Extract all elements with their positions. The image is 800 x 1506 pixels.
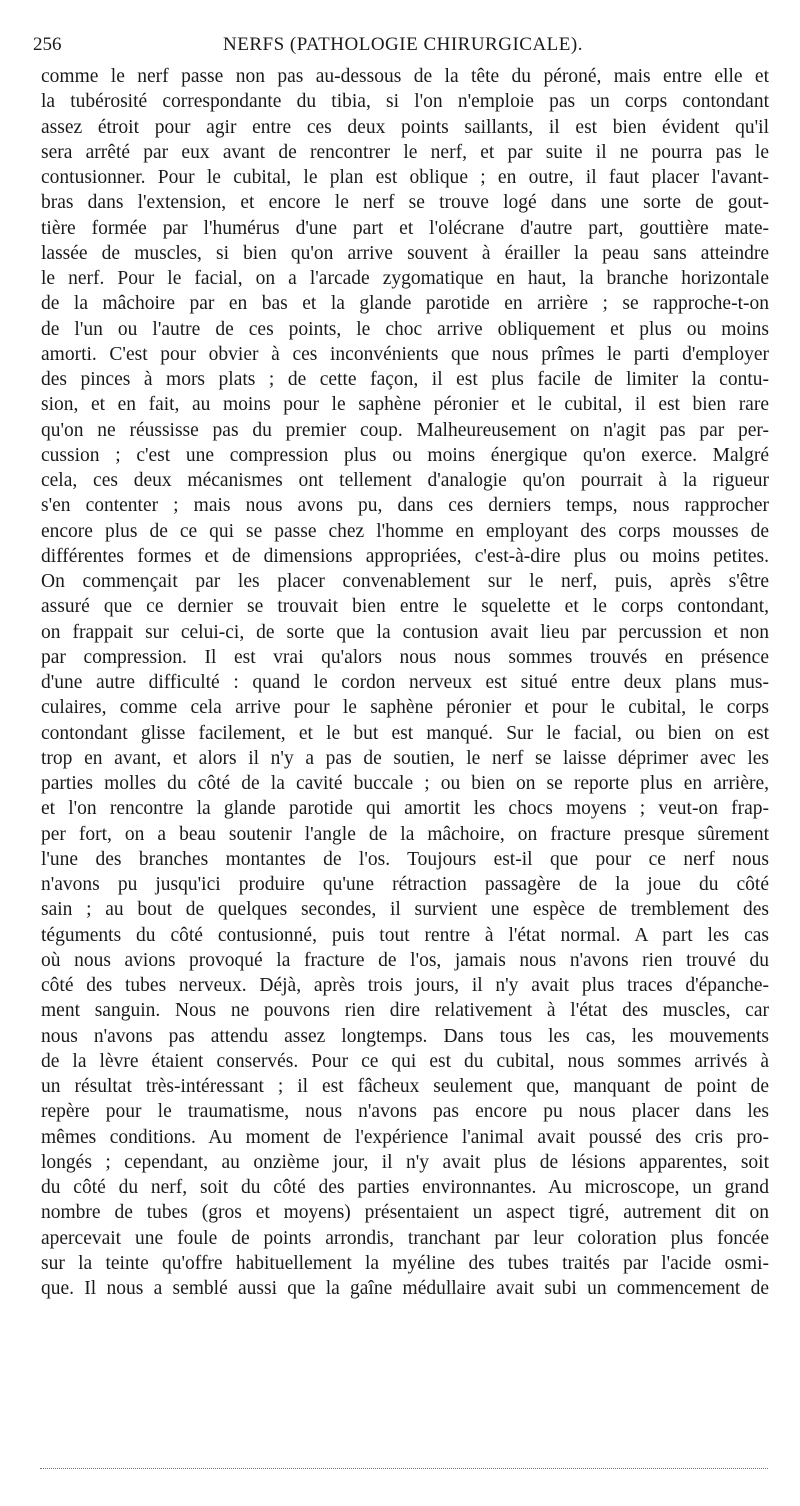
text-line: de la lèvre étaient conservés. Pour ce qui est du cubital, nous sommes arrivés à [41,1050,769,1072]
text-line: différentes formes et de dimensions appropriées, c'est-à-dire plus ou moins petites. [41,545,769,567]
text-line: culaires, comme cela arrive pour le saphène péronier et pour le cubital, le corps [41,697,769,719]
text-line: trop en avant, et alors il n'y a pas de soutien, le nerf se laisse déprimer avec les [41,747,769,769]
text-line: assuré que ce dernier se trouvait bien entre le squelette et le corps contondant, [41,596,769,618]
text-line: per fort, on a beau soutenir l'angle de la mâchoire, on fracture presque sûrement [41,823,769,845]
text-line: mêmes conditions. Au moment de l'expérience l'animal avait poussé des cris pro- [41,1126,769,1148]
running-head: NERFS (PATHOLOGIE CHIRURGICALE). [223,34,583,55]
text-line: cussion ; c'est une compression plus ou moins énergique qu'on exerce. Malgré [41,444,769,466]
text-line: assez étroit pour agir entre ces deux points saillants, il est bien évident qu'il [41,116,769,138]
text-line: par compression. Il est vrai qu'alors nous nous sommes trouvés en présence [41,646,769,668]
text-line: On commençait par les placer convenablement sur le nerf, puis, après s'être [41,571,769,592]
text-line: sera arrêté par eux avant de rencontrer le nerf, et par suite il ne pourra pas le [41,141,769,163]
text-line: d'une autre difficulté : quand le cordon nerveux est situé entre deux plans mus- [41,672,769,693]
text-line: contondant glisse facilement, et le but est manqué. Sur le facial, ou bien on est [41,722,769,744]
text-line: ment sanguin. Nous ne pouvons rien dire relativement à l'état des muscles, car [41,1000,769,1022]
text-line: et l'on rencontre la glande parotide qui amortit les chocs moyens ; veut-on frap- [41,798,769,820]
text-line: téguments du côté contusionné, puis tout rentre à l'état normal. A part les cas [41,924,769,946]
text-line: que. Il nous a semblé aussi que la gaîne médullaire avait subi un commencement de [41,1278,769,1299]
text-line: sain ; au bout de quelques secondes, il survient une espèce de tremblement des [41,899,769,921]
text-line: lassée de muscles, si bien qu'on arrive souvent à érailler la peau sans atteindre [41,242,769,264]
text-line: où nous avions provoqué la fracture de l'os, jamais nous n'avons rien trouvé du [41,949,769,971]
text-line: de l'un ou l'autre de ces points, le choc arrive obliquement et plus ou moins [41,318,769,340]
text-line: du côté du nerf, soit du côté des parties environnantes. Au microscope, un grand [41,1177,769,1198]
text-line: nous n'avons pas attendu assez longtemps. Dans tous les cas, les mouvements [41,1025,769,1047]
text-line: le nerf. Pour le facial, on a l'arcade zygomatique en haut, la branche horizontale [41,268,769,289]
text-line: de la mâchoire par en bas et la glande parotide en arrière ; se rapproche-t-on [41,293,769,315]
text-line: encore plus de ce qui se passe chez l'homme en employant des corps mousses de [41,520,769,542]
page-number: 256 [33,34,62,55]
text-line: sion, et en fait, au moins pour le saphène péronier et le cubital, il est bien rare [41,394,769,416]
footer-rule [40,1468,768,1469]
text-line: des pinces à mors plats ; de cette façon, il est plus facile de limiter la contu- [41,369,769,390]
text-line: bras dans l'extension, et encore le nerf se trouve logé dans une sorte de gout- [41,192,769,214]
text-line: côté des tubes nerveux. Déjà, après trois jours, il n'y avait plus traces d'épanche- [41,975,769,996]
text-line: longés ; cependant, au onzième jour, il n'y avait plus de lésions apparentes, soit [41,1151,769,1173]
text-line: cela, ces deux mécanismes ont tellement d'analogie qu'on pourrait à la rigueur [41,470,769,491]
text-line: la tubérosité correspondante du tibia, si l'on n'emploie pas un corps contondant [41,91,769,113]
text-line: on frappait sur celui-ci, de sorte que la contusion avait lieu par percussion et non [41,621,769,643]
text-line: n'avons pu jusqu'ici produire qu'une rétraction passagère de la joue du côté [41,874,769,895]
text-line: comme le nerf passe non pas au-dessous de la tête du péroné, mais entre elle et [41,66,769,87]
text-line: contusionner. Pour le cubital, le plan est oblique ; en outre, il faut placer l'avant- [41,167,769,188]
text-line: repère pour le traumatisme, nous n'avons pas encore pu nous placer dans les [41,1101,769,1123]
text-line: l'une des branches montantes de l'os. Toujours est-il que pour ce nerf nous [41,848,769,870]
text-line: apercevait une foule de points arrondis, tranchant par leur coloration plus foncée [41,1227,769,1249]
body-text [41,64,769,1301]
page-header [33,30,773,60]
text-line: sur la teinte qu'offre habituellement la myéline des tubes traités par l'acide osmi- [41,1252,769,1274]
text-line: qu'on ne réussisse pas du premier coup. Malheureusement on n'agit pas par per- [41,419,769,441]
text-line: amorti. C'est pour obvier à ces inconvénients que nous prîmes le parti d'employer [41,343,769,365]
text-line: un résultat très-intéressant ; il est fâcheux seulement que, manquant de point de [41,1076,769,1097]
text-line: s'en contenter ; mais nous avons pu, dans ces derniers temps, nous rapprocher [41,495,769,517]
text-line: parties molles du côté de la cavité buccale ; ou bien on se reporte plus en arrière, [41,773,769,794]
text-line: tière formée par l'humérus d'une part et l'olécrane d'autre part, gouttière mate- [41,217,769,239]
text-line: nombre de tubes (gros et moyens) présentaient un aspect tigré, autrement dit on [41,1202,769,1224]
